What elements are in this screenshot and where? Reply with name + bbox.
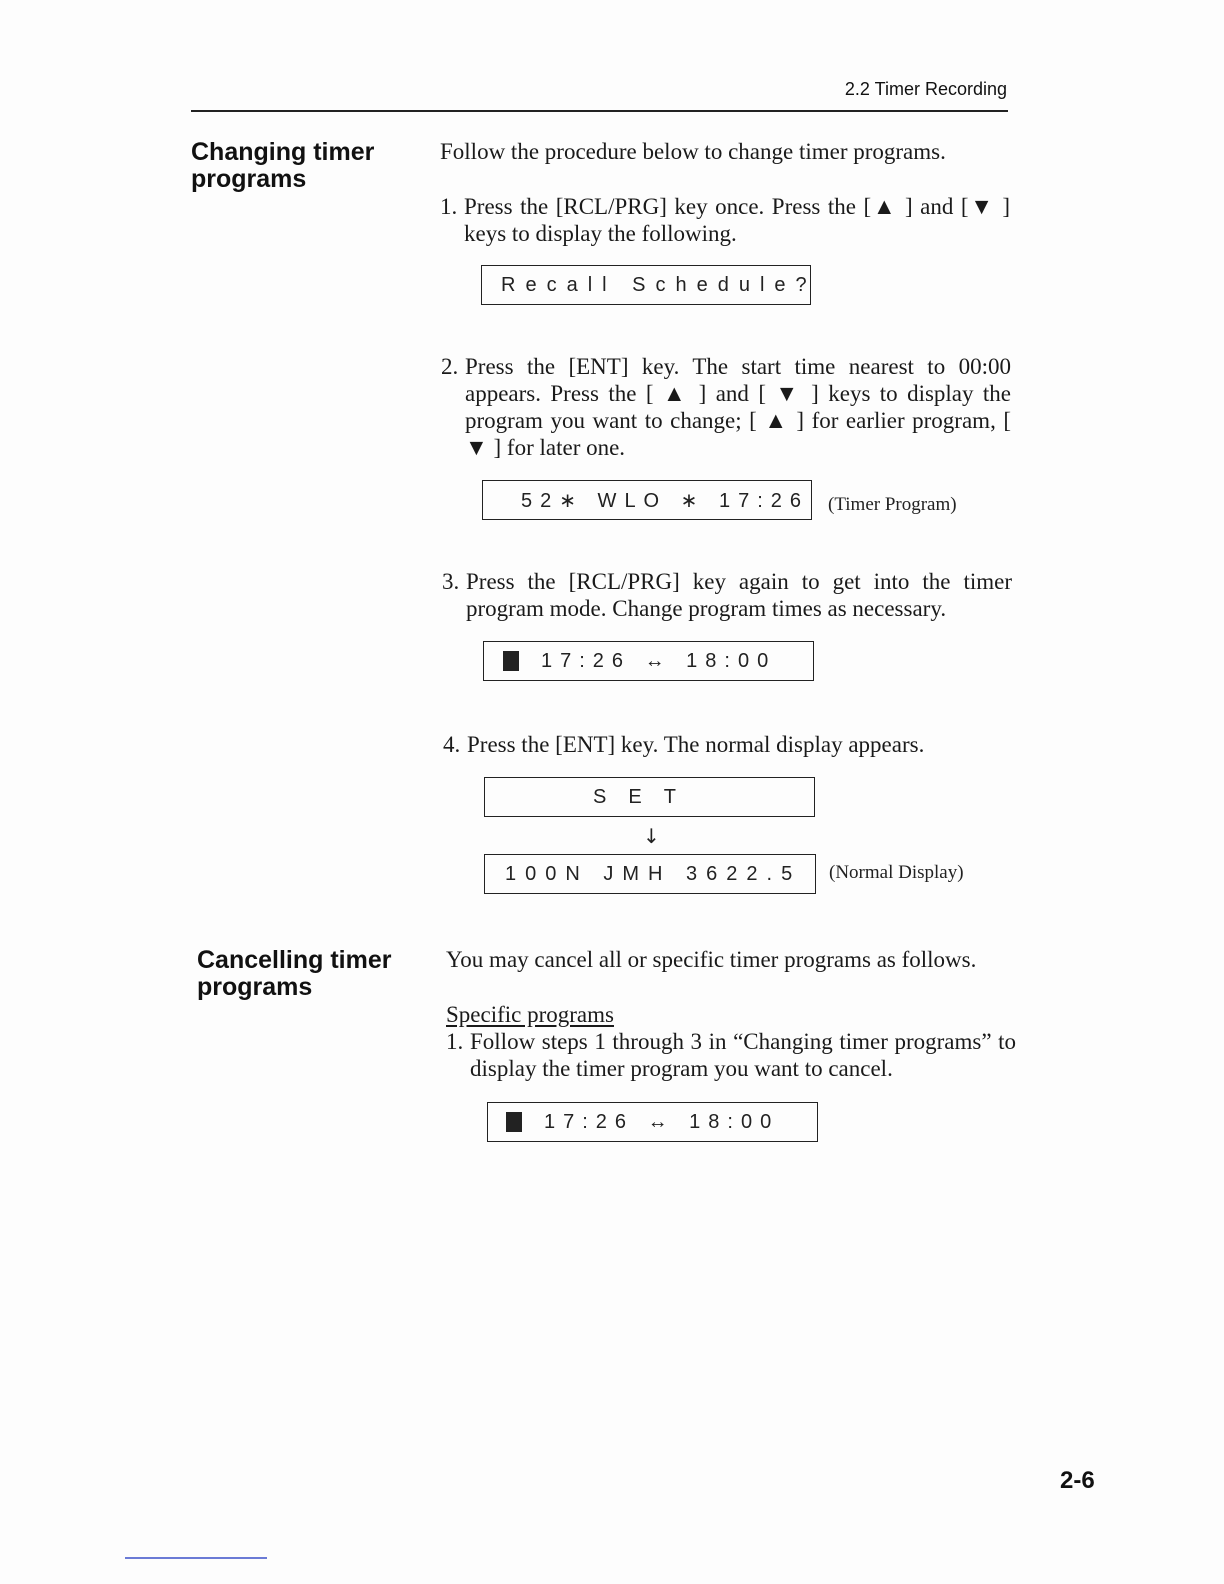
lcd-text: 52∗ WLO ∗ 17:26	[521, 489, 810, 512]
lcd-text: 17:26 ↔ 18:00	[541, 649, 777, 672]
lcd-text: SET	[593, 785, 698, 808]
lcd-text: 100N JMH 3622.5	[505, 862, 802, 885]
cursor-block-icon	[503, 651, 519, 671]
cancelling-intro: You may cancel all or specific timer programs as follows.	[446, 947, 977, 972]
changing-step-3	[442, 568, 1012, 622]
step-number: 1.	[446, 1029, 464, 1054]
page-number: 2-6	[1060, 1467, 1095, 1494]
changing-intro: Follow the procedure below to change timer programs.	[440, 139, 946, 164]
lcd-program-time-cancel	[487, 1102, 818, 1142]
cancelling-step-1	[446, 1028, 1016, 1082]
step-number: 1.	[440, 194, 458, 219]
section-heading-changing: Changing timer programs	[191, 138, 375, 193]
arrow-down-icon: ↓	[643, 824, 660, 848]
lcd-normal-display	[484, 854, 816, 894]
timer-program-caption: (Timer Program)	[828, 494, 957, 515]
step-number: 4.	[443, 732, 461, 757]
changing-step-2	[441, 353, 1011, 461]
step-text: Press the [RCL/PRG] key again to get into the timer program mode. Change program times as necessary.	[466, 569, 1012, 621]
step-text: Press the [RCL/PRG] key once. Press the [▲ ] and [▼ ] keys to display the following.	[464, 194, 1010, 246]
subheading-specific-programs: Specific programs	[446, 1002, 614, 1027]
step-number: 3.	[442, 569, 460, 594]
changing-step-1	[440, 193, 1010, 247]
lcd-text: 17:26 ↔ 18:00	[544, 1110, 780, 1133]
lcd-set	[484, 777, 815, 817]
footer-rule	[125, 1557, 267, 1559]
lcd-text: Recall Schedule?	[501, 273, 817, 296]
lcd-timer-program	[482, 480, 812, 520]
step-text: Press the [ENT] key. The start time nearest to 00:00 appears. Press the [ ▲ ] and [ ▼ ] keys to display the program you want to change; [ ▲ ] for earlier program, [ ▼ ] for later one.	[465, 354, 1011, 460]
running-header: 2.2 Timer Recording	[844, 79, 1007, 99]
changing-step-4	[443, 731, 1013, 758]
normal-display-caption: (Normal Display)	[829, 862, 964, 883]
step-text: Follow steps 1 through 3 in “Changing timer programs” to display the timer program you want to cancel.	[470, 1029, 1016, 1081]
header-divider	[191, 110, 1008, 112]
step-text: Press the [ENT] key. The normal display appears.	[467, 732, 925, 757]
cursor-block-icon	[506, 1112, 522, 1132]
section-heading-cancelling: Cancelling timer programs	[197, 946, 392, 1001]
lcd-recall-schedule	[481, 265, 817, 305]
lcd-program-time	[483, 641, 814, 681]
step-number: 2.	[441, 354, 459, 379]
